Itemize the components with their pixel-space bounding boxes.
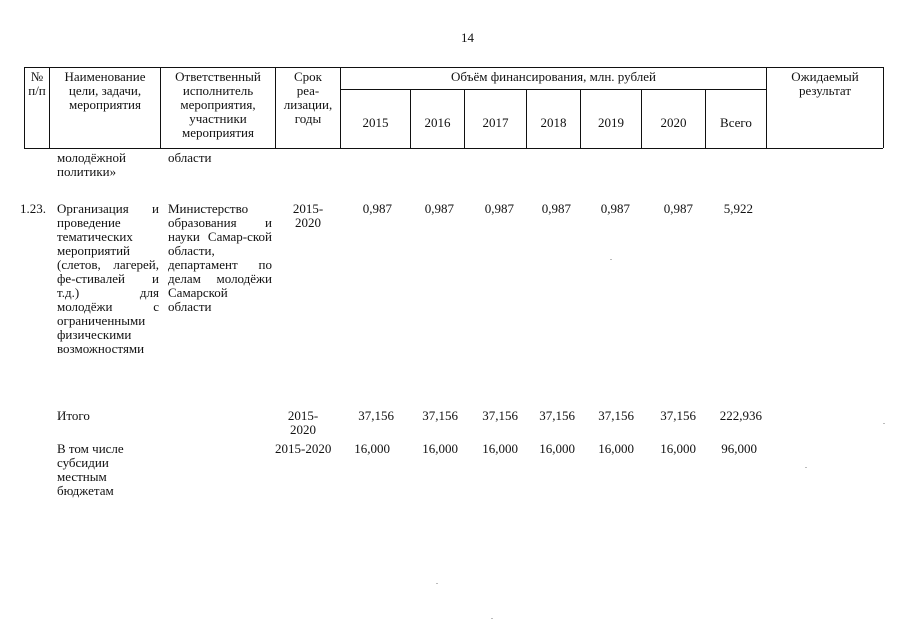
subsidies-2017: 16,000 [482, 441, 518, 456]
header-num: № п/п [28, 69, 46, 98]
page-number: 14 [461, 30, 474, 45]
subsidies-2016: 16,000 [422, 441, 458, 456]
header-year: 2017 [482, 115, 509, 130]
scan-speck [491, 618, 493, 619]
value-2017: 0,987 [484, 201, 514, 216]
total-2020: 37,156 [660, 408, 696, 423]
header-result: Ожидаемый результат [791, 69, 859, 98]
subsidies-term: 2015-2020 [275, 441, 332, 456]
header-year: 2019 [598, 115, 624, 130]
scan-speck [805, 467, 807, 468]
table-bottom-border [24, 148, 883, 149]
scan-speck [610, 259, 612, 260]
total-label: Итого [57, 408, 90, 423]
total-term: 2015- 2020 [287, 408, 319, 437]
row-executor: Министерство образования и науки Самар-ской области, департамент по делам молодёжи Самарской области [168, 201, 272, 314]
header-year-total: Всего [720, 115, 752, 130]
header-term: Срок реа- лизации, годы [283, 69, 333, 126]
scan-speck [436, 583, 438, 584]
financing-divider [340, 89, 766, 90]
value-2018: 0,987 [541, 201, 571, 216]
continued-executor: области [168, 150, 212, 165]
value-2020: 0,987 [663, 201, 693, 216]
total-2019: 37,156 [598, 408, 634, 423]
header-name: Наименование цели, задачи, мероприятия [64, 69, 146, 112]
subsidies-2015: 16,000 [354, 441, 390, 456]
header-year: 2020 [660, 115, 687, 130]
col-border [883, 67, 884, 148]
subsidies-total: 96,000 [721, 441, 757, 456]
header-financing: Объём финансирования, млн. рублей [451, 69, 656, 84]
row-term: 2015- 2020 [292, 201, 324, 230]
total-2017: 37,156 [482, 408, 518, 423]
value-total: 5,922 [723, 201, 753, 216]
total-2018: 37,156 [539, 408, 575, 423]
continued-name: молодёжной политики» [57, 150, 126, 179]
row-name: Организация и проведение тематических мероприятий (слетов, лагерей, фе-стивалей и т.д.) для молодёжи с ограниченными физическими возможностями [57, 201, 159, 356]
value-2016: 0,987 [424, 201, 454, 216]
table-top-border [24, 67, 883, 68]
header-executor: Ответственный исполнитель мероприятия, участники мероприятия [175, 69, 261, 140]
subsidies-2018: 16,000 [539, 441, 575, 456]
header-year: 2015 [362, 115, 389, 130]
row-number: 1.23. [20, 201, 46, 216]
total-sum: 222,936 [719, 408, 762, 423]
scan-speck [883, 423, 885, 424]
total-2015: 37,156 [358, 408, 394, 423]
header-year: 2016 [424, 115, 451, 130]
subsidies-2020: 16,000 [660, 441, 696, 456]
subsidies-label: В том числе субсидии местным бюджетам [57, 441, 124, 498]
header-year: 2018 [540, 115, 567, 130]
total-2016: 37,156 [422, 408, 458, 423]
value-2019: 0,987 [600, 201, 630, 216]
subsidies-2019: 16,000 [598, 441, 634, 456]
value-2015: 0,987 [362, 201, 392, 216]
